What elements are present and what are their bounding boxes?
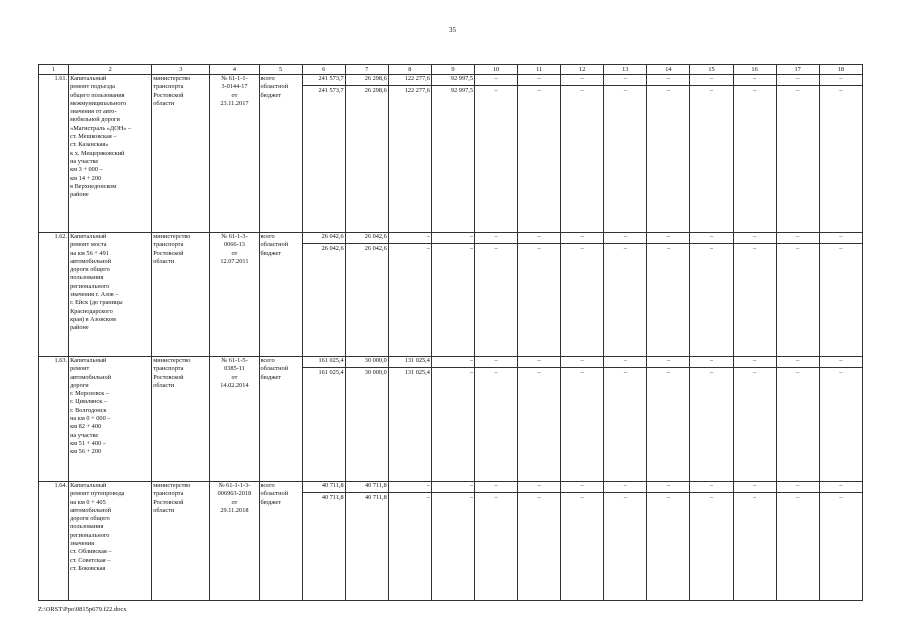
table-row (39, 482, 863, 601)
empty-value-cell (647, 233, 690, 357)
empty-value-cell (561, 75, 604, 233)
amount-cell-line: 40 711,8 (346, 482, 388, 493)
column-header: 2 (69, 65, 152, 75)
object-name-cell-line: автомобильной (70, 257, 111, 265)
amount-cell (431, 482, 474, 601)
dash-mark: – (753, 494, 757, 501)
dash-mark: – (518, 75, 560, 86)
organization-cell-line: транспорта (153, 83, 184, 91)
dash-mark: – (623, 369, 627, 376)
object-name-cell-line: регионального (70, 531, 110, 539)
dash-mark: – (537, 369, 541, 376)
column-header: 6 (302, 65, 345, 75)
column-header: 8 (388, 65, 431, 75)
document-cell-line: 29.11.2018 (220, 506, 249, 514)
empty-value-cell (819, 75, 862, 233)
funding-source-cell (259, 75, 302, 233)
object-name-cell-line: Краснодарского (70, 307, 113, 315)
document-cell (210, 357, 259, 482)
object-name-cell-line: г. Цимлянск – (70, 398, 107, 406)
object-name-cell-line: ремонт подъезда (70, 83, 115, 91)
organization-cell-line: Ростовской (153, 91, 184, 99)
document-cell-line: 0066-13 (223, 241, 245, 249)
funding-source-cell-line: областной (260, 241, 289, 249)
dash-mark: – (580, 494, 584, 501)
empty-value-cell (604, 75, 647, 233)
funding-source-cell-line: бюджет (260, 498, 282, 506)
organization-cell-line: транспорта (153, 241, 184, 249)
organization-cell-line: области (153, 381, 175, 389)
amount-cell-line: 131 025,4 (404, 369, 430, 376)
object-name-cell-line: Капитальный (70, 482, 107, 489)
empty-value-cell (518, 482, 561, 601)
dash-mark: – (604, 233, 646, 244)
object-name-cell-line: ст. Мешковская – (70, 133, 117, 141)
amount-cell (302, 233, 345, 357)
object-name-cell-line: межмуниципального (70, 99, 127, 107)
object-name-cell-line: на км 0 + 405 (70, 498, 106, 506)
empty-value-cell (690, 357, 733, 482)
funding-source-cell (259, 233, 302, 357)
file-path-footer: Z:\ORST\Ppo\0815p679.f22.docx (38, 606, 127, 613)
row-number-cell: 1.63. (39, 357, 69, 482)
funding-source-cell-line: областной (260, 365, 289, 373)
empty-value-cell (604, 482, 647, 601)
document-cell-line: 0385-11 (224, 365, 245, 373)
amount-cell-line: 131 025,4 (389, 357, 431, 368)
column-header: 7 (345, 65, 388, 75)
column-header: 3 (152, 65, 210, 75)
empty-value-cell (647, 357, 690, 482)
dash-mark: – (647, 357, 689, 368)
column-header: 4 (210, 65, 259, 75)
row-number-cell: 1.61. (39, 75, 69, 233)
dash-mark: – (709, 245, 714, 252)
dash-mark: – (839, 87, 843, 94)
dash-mark: – (690, 357, 732, 368)
dash-mark: – (580, 87, 584, 94)
object-name-cell-line: г. Волгодонск (70, 406, 107, 414)
funding-source-cell-line: всего (260, 233, 275, 240)
dash-mark: – (777, 233, 819, 244)
column-header: 1 (39, 65, 69, 75)
object-name-cell-line: в Верхнедонском (70, 182, 117, 190)
organization-cell-line: министерство (153, 357, 191, 364)
table-body (39, 75, 863, 601)
column-header: 10 (474, 65, 517, 75)
organization-cell (152, 75, 210, 233)
object-name-cell-line: дороги общего (70, 266, 110, 274)
amount-cell (431, 75, 474, 233)
amount-cell-line: 26 042,6 (303, 233, 345, 244)
empty-value-cell (690, 482, 733, 601)
object-name-cell (69, 357, 152, 482)
object-name-cell-line: г. Ейск (до границы (70, 299, 123, 307)
dash-mark: – (796, 494, 800, 501)
column-header: 12 (561, 65, 604, 75)
dash-mark: – (604, 482, 646, 493)
amount-cell-line: – (469, 494, 473, 501)
dash-mark: – (777, 357, 819, 368)
dash-mark: – (777, 482, 819, 493)
organization-cell-line: области (153, 99, 175, 107)
object-name-cell-line: значения г. Азов – (70, 291, 119, 299)
object-name-cell-line: автомобильной (70, 506, 111, 514)
amount-cell-line: 161 025,4 (318, 369, 344, 376)
dash-mark: – (709, 494, 714, 501)
amount-cell-line: 122 277,6 (404, 87, 430, 94)
dash-mark: – (647, 75, 689, 86)
column-header: 5 (259, 65, 302, 75)
amount-cell (302, 482, 345, 601)
column-header: 11 (518, 65, 561, 75)
object-name-cell-line: значения (70, 540, 95, 548)
organization-cell (152, 482, 210, 601)
empty-value-cell (733, 233, 776, 357)
empty-value-cell (776, 75, 819, 233)
dash-mark: – (753, 87, 757, 94)
funding-source-cell-line: всего (260, 357, 275, 364)
dash-mark: – (796, 245, 800, 252)
dash-mark: – (494, 87, 498, 94)
dash-mark: – (753, 245, 757, 252)
object-name-cell-line: мобильной дороги (70, 116, 120, 124)
object-name-cell-line: км 3 + 000 – (70, 166, 103, 174)
document-cell-line: № 61-1-1-3- (218, 482, 251, 489)
amount-cell-line: – (432, 233, 474, 244)
object-name-cell-line: дороги (70, 381, 89, 389)
page-number: 35 (449, 26, 456, 34)
object-name-cell-line: автомобильной (70, 373, 111, 381)
empty-value-cell (690, 233, 733, 357)
amount-cell-line: – (469, 369, 473, 376)
dash-mark: – (623, 87, 627, 94)
amount-cell-line: 241 573,7 (318, 87, 344, 94)
amount-cell-line: 26 298,6 (346, 75, 388, 86)
object-name-cell-line: Капитальный (70, 75, 107, 82)
object-name-cell-line: км 56 + 200 (70, 448, 102, 456)
empty-value-cell (733, 482, 776, 601)
dash-mark: – (734, 357, 776, 368)
object-name-cell (69, 482, 152, 601)
dash-mark: – (820, 75, 862, 86)
object-name-cell (69, 233, 152, 357)
amount-cell-line: 161 025,4 (303, 357, 345, 368)
dash-mark: – (666, 245, 670, 252)
amount-cell-line: 30 000,0 (346, 357, 388, 368)
amount-cell-line: – (389, 233, 431, 244)
row-number-cell: 1.62. (39, 233, 69, 357)
organization-cell-line: области (153, 257, 175, 265)
dash-mark: – (666, 87, 670, 94)
organization-cell (152, 233, 210, 357)
organization-cell-line: Ростовской (153, 498, 184, 506)
organization-cell (152, 357, 210, 482)
organization-cell-line: Ростовской (153, 249, 184, 257)
empty-value-cell (776, 357, 819, 482)
funding-source-cell-line: всего (260, 482, 275, 489)
object-name-cell-line: км 51 + 400 – (70, 439, 106, 447)
amount-cell-line: – (389, 482, 431, 493)
object-name-cell-line: регионального (70, 282, 110, 290)
row-number-cell: 1.64. (39, 482, 69, 601)
dash-mark: – (518, 482, 560, 493)
funding-source-cell-line: областной (260, 83, 289, 91)
empty-value-cell (561, 357, 604, 482)
document-cell (210, 233, 259, 357)
amount-cell-line: – (432, 482, 474, 493)
dash-mark: – (839, 245, 843, 252)
empty-value-cell (819, 357, 862, 482)
amount-cell-line: 26 042,6 (346, 233, 388, 244)
empty-value-cell (604, 233, 647, 357)
dash-mark: – (537, 494, 541, 501)
amount-cell-line: 92 997,5 (450, 87, 473, 94)
amount-cell-line: 26 042,6 (321, 245, 344, 252)
object-name-cell-line: Капитальный (70, 357, 107, 364)
column-header: 9 (431, 65, 474, 75)
object-name-cell-line: ст. Казанская» (70, 141, 109, 149)
document-cell-line: от (231, 498, 238, 506)
document-cell-line: от (231, 249, 238, 257)
dash-mark: – (623, 245, 627, 252)
object-name-cell-line: на участке (70, 431, 99, 439)
object-name-cell-line: ремонт моста (70, 241, 107, 249)
object-name-cell-line: км 14 + 200 (70, 174, 102, 182)
amount-cell (302, 75, 345, 233)
dash-mark: – (475, 233, 517, 244)
amount-cell-line: – (432, 357, 474, 368)
object-name-cell-line: районе (70, 324, 89, 332)
funding-source-cell-line: бюджет (260, 91, 282, 99)
column-header: 13 (604, 65, 647, 75)
amount-cell-line: 40 711,8 (303, 482, 345, 493)
organization-cell-line: области (153, 506, 175, 514)
dash-mark: – (734, 233, 776, 244)
column-header: 15 (690, 65, 733, 75)
empty-value-cell (776, 482, 819, 601)
dash-mark: – (777, 75, 819, 86)
document-cell-line: от (231, 373, 238, 381)
amount-cell-line: 40 711,8 (364, 494, 387, 501)
empty-value-cell (819, 233, 862, 357)
dash-mark: – (494, 494, 498, 501)
dash-mark: – (623, 494, 627, 501)
table-row (39, 75, 863, 233)
empty-value-cell (474, 233, 517, 357)
dash-mark: – (647, 233, 689, 244)
amount-cell (388, 482, 431, 601)
dash-mark: – (494, 245, 498, 252)
dash-mark: – (537, 87, 541, 94)
dash-mark: – (753, 369, 757, 376)
amount-cell-line: 92 997,5 (432, 75, 474, 86)
document-cell-line: 14.02.2014 (220, 381, 249, 389)
dash-mark: – (604, 75, 646, 86)
object-name-cell (69, 75, 152, 233)
dash-mark: – (647, 482, 689, 493)
dash-mark: – (604, 357, 646, 368)
amount-cell (388, 75, 431, 233)
amount-cell-line: – (426, 494, 430, 501)
amount-cell (345, 482, 388, 601)
object-name-cell-line: к х. Мещеряковский (70, 149, 125, 157)
object-name-cell-line: края) в Азовском (70, 315, 116, 323)
object-name-cell-line: дороги общего (70, 515, 110, 523)
dash-mark: – (561, 357, 603, 368)
dash-mark: – (580, 369, 584, 376)
document-cell (210, 482, 259, 601)
amount-cell (431, 233, 474, 357)
funding-source-cell (259, 482, 302, 601)
empty-value-cell (776, 233, 819, 357)
column-header: 18 (819, 65, 862, 75)
dash-mark: – (666, 494, 670, 501)
document-cell-line: № 61-1-1- (221, 75, 248, 82)
object-name-cell-line: на км 0 + 000 – (70, 415, 111, 423)
object-name-cell-line: «Магистраль «ДОН» – (70, 124, 132, 132)
amount-cell-line: – (469, 245, 473, 252)
dash-mark: – (709, 87, 714, 94)
object-name-cell-line: Капитальный (70, 233, 107, 240)
organization-cell-line: Ростовской (153, 373, 184, 381)
dash-mark: – (518, 233, 560, 244)
amount-cell (345, 233, 388, 357)
dash-mark: – (796, 87, 800, 94)
empty-value-cell (474, 357, 517, 482)
dash-mark: – (734, 75, 776, 86)
column-header: 17 (776, 65, 819, 75)
column-number-header-row (39, 65, 863, 75)
column-header: 14 (647, 65, 690, 75)
dash-mark: – (537, 245, 541, 252)
object-name-cell-line: км 82 + 400 (70, 423, 102, 431)
empty-value-cell (690, 75, 733, 233)
amount-cell-line: – (426, 245, 430, 252)
organization-cell-line: транспорта (153, 490, 184, 498)
object-name-cell-line: пользования (70, 523, 104, 531)
budget-table (38, 64, 863, 601)
amount-cell (431, 357, 474, 482)
empty-value-cell (474, 75, 517, 233)
organization-cell-line: министерство (153, 482, 191, 489)
empty-value-cell (733, 357, 776, 482)
object-name-cell-line: районе (70, 191, 89, 199)
empty-value-cell (561, 233, 604, 357)
dash-mark: – (561, 75, 603, 86)
dash-mark: – (690, 482, 732, 493)
amount-cell (388, 233, 431, 357)
amount-cell-line: 40 711,8 (321, 494, 344, 501)
dash-mark: – (475, 357, 517, 368)
funding-source-cell-line: бюджет (260, 249, 282, 257)
document-cell-line: № 61-1-5- (221, 357, 248, 364)
object-name-cell-line: г. Морозовск – (70, 390, 110, 398)
column-header: 16 (733, 65, 776, 75)
dash-mark: – (580, 245, 584, 252)
funding-source-cell-line: бюджет (260, 373, 282, 381)
object-name-cell-line: на участке (70, 157, 99, 165)
dash-mark: – (820, 482, 862, 493)
empty-value-cell (733, 75, 776, 233)
object-name-cell-line: ст. Боковская (70, 564, 106, 572)
amount-cell (345, 357, 388, 482)
object-name-cell-line: на км 56 + 491 (70, 249, 109, 257)
dash-mark: – (839, 369, 843, 376)
object-name-cell-line: ст. Обливская – (70, 548, 112, 556)
dash-mark: – (820, 357, 862, 368)
dash-mark: – (820, 233, 862, 244)
table-row (39, 233, 863, 357)
table-row (39, 357, 863, 482)
amount-cell-line: 241 573,7 (303, 75, 345, 86)
dash-mark: – (518, 357, 560, 368)
object-name-cell-line: ремонт (70, 365, 90, 373)
empty-value-cell (647, 482, 690, 601)
object-name-cell-line: пользования (70, 274, 104, 282)
dash-mark: – (475, 482, 517, 493)
funding-source-cell (259, 357, 302, 482)
amount-cell (388, 357, 431, 482)
dash-mark: – (690, 233, 732, 244)
organization-cell-line: министерство (153, 75, 191, 82)
organization-cell-line: министерство (153, 233, 191, 240)
dash-mark: – (561, 482, 603, 493)
object-name-cell-line: значения от авто- (70, 108, 117, 116)
empty-value-cell (647, 75, 690, 233)
object-name-cell-line: общего пользования (70, 91, 125, 99)
document-cell-line: 12.07.2011 (220, 257, 249, 265)
document-cell-line: 3-0144-17 (221, 83, 248, 91)
empty-value-cell (604, 357, 647, 482)
object-name-cell-line: ремонт путепровода (70, 490, 125, 498)
funding-source-cell-line: областной (260, 490, 289, 498)
organization-cell-line: транспорта (153, 365, 184, 373)
dash-mark: – (690, 75, 732, 86)
document-cell-line: 23.11.2017 (220, 99, 249, 107)
empty-value-cell (518, 233, 561, 357)
empty-value-cell (819, 482, 862, 601)
empty-value-cell (561, 482, 604, 601)
amount-cell-line: 122 277,6 (389, 75, 431, 86)
document-cell-line: 006963-2018 (217, 490, 252, 498)
amount-cell-line: 30 000,0 (364, 369, 387, 376)
object-name-cell-line: ст. Советская – (70, 556, 111, 564)
empty-value-cell (474, 482, 517, 601)
amount-cell (302, 357, 345, 482)
amount-cell-line: 26 042,6 (364, 245, 387, 252)
empty-value-cell (518, 357, 561, 482)
dash-mark: – (475, 75, 517, 86)
empty-value-cell (518, 75, 561, 233)
dash-mark: – (796, 369, 800, 376)
funding-source-cell-line: всего (260, 75, 275, 82)
document-cell-line: № 61-1-3- (221, 233, 248, 240)
dash-mark: – (666, 369, 670, 376)
document-cell-line: от (231, 91, 238, 99)
amount-cell (345, 75, 388, 233)
dash-mark: – (494, 369, 498, 376)
dash-mark: – (734, 482, 776, 493)
dash-mark: – (839, 494, 843, 501)
dash-mark: – (561, 233, 603, 244)
dash-mark: – (709, 369, 714, 376)
document-cell (210, 75, 259, 233)
amount-cell-line: 26 298,6 (364, 87, 387, 94)
